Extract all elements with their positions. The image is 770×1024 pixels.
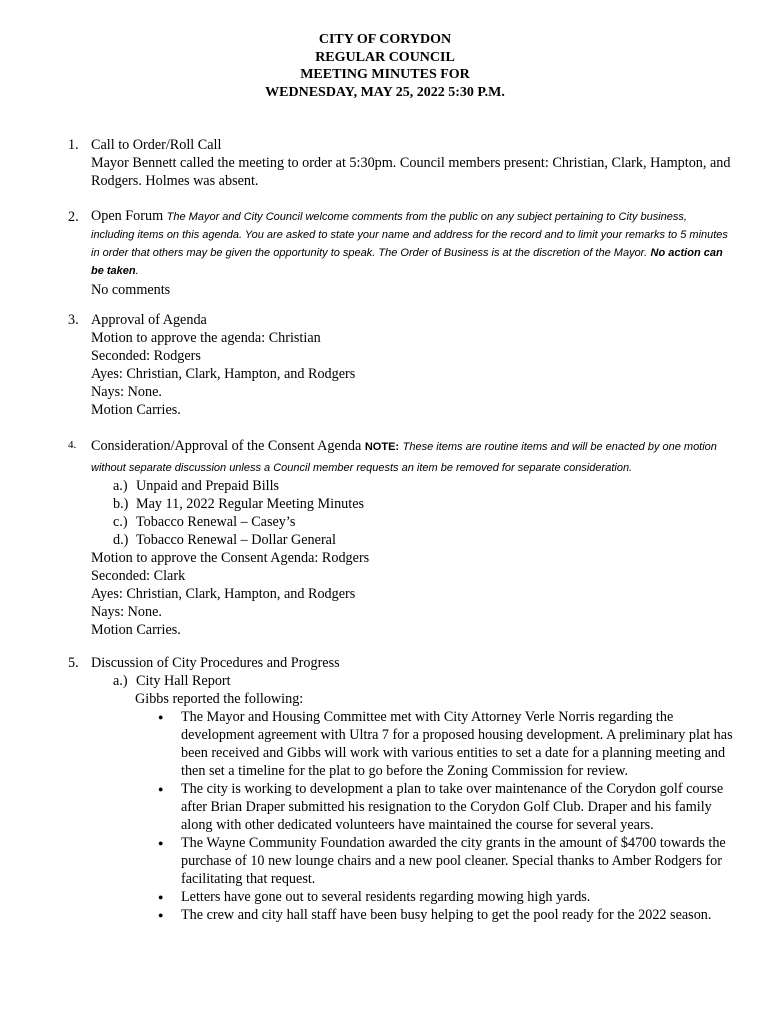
open-forum-note-end: .	[135, 265, 139, 277]
header-council: REGULAR COUNCIL	[315, 49, 455, 65]
item-title: Open Forum	[91, 208, 164, 224]
item-title: Approval of Agenda	[91, 312, 207, 328]
bullet-icon: ●	[158, 910, 164, 920]
nays-line: Nays: None.	[91, 384, 162, 400]
report-bullet-list	[158, 708, 733, 924]
list-item: c.) Tobacco Renewal – Casey’s	[113, 514, 296, 530]
header-date: WEDNESDAY, MAY 25, 2022 5:30 P.M.	[265, 84, 505, 100]
item-number: 1.	[68, 137, 79, 153]
list-item: ● The crew and city hall staff have been busy helping to get the pool ready for the 2022 season.	[158, 907, 712, 923]
seconded-line: Seconded: Rodgers	[91, 348, 201, 364]
result-line: Motion Carries.	[91, 622, 181, 638]
consent-agenda-block	[91, 436, 733, 477]
list-item: ● Letters have gone out to several residents regarding mowing high yards.	[158, 889, 591, 905]
open-forum-block	[91, 208, 733, 280]
bullet-icon: ●	[158, 892, 164, 902]
agenda-item-3	[68, 311, 733, 419]
agenda-item-5	[68, 654, 733, 924]
item-body: No comments	[91, 282, 171, 298]
result-line: Motion Carries.	[91, 402, 181, 418]
item-title: Call to Order/Roll Call	[91, 137, 222, 153]
list-item: b.) May 11, 2022 Regular Meeting Minutes	[113, 496, 365, 512]
ayes-line: Ayes: Christian, Clark, Hampton, and Rodgers	[91, 586, 356, 602]
bullet-icon: ●	[158, 784, 164, 794]
item-number: 2.	[68, 209, 79, 225]
item-number: 3.	[68, 312, 79, 328]
list-item: ● The Wayne Community Foundation awarded the city grants in the amount of $4700 towards the purchase of 10 new lounge chairs and a new pool cleaner. Special thanks to Amber Rodgers for facilitating that request.	[158, 835, 726, 887]
list-item: a.) Unpaid and Prepaid Bills	[113, 478, 280, 494]
ayes-line: Ayes: Christian, Clark, Hampton, and Rodgers	[91, 366, 356, 382]
motion-line: Motion to approve the agenda: Christian	[91, 330, 321, 346]
item-number: 4.	[68, 439, 77, 451]
agenda-item-1	[68, 136, 733, 190]
item-number: 5.	[68, 655, 79, 671]
open-forum-note-bold: No action can be taken	[91, 247, 723, 277]
city-hall-report-heading: a.) City Hall Report	[113, 673, 231, 689]
agenda-item-4	[68, 436, 733, 639]
bullet-icon: ●	[158, 712, 164, 722]
consent-note: These items are routine items and will be enacted by one motion without separate discussion unless a Council member requests an item be removed for separate consideration.	[91, 441, 717, 474]
open-forum-note: The Mayor and City Council welcome comments from the public on any subject pertaining to City business, including items on this agenda. You are asked to state your name and address for the record and to limit your remarks to 5 minutes in order that others may be given the opportunity to speak. The Order of Business is at the discretion of the Mayor.	[91, 211, 728, 259]
seconded-line: Seconded: Clark	[91, 568, 186, 584]
motion-line: Motion to approve the Consent Agenda: Rodgers	[91, 550, 370, 566]
nays-line: Nays: None.	[91, 604, 162, 620]
bullet-icon: ●	[158, 838, 164, 848]
list-item: ● The Mayor and Housing Committee met with City Attorney Verle Norris regarding the development agreement with Ultra 7 for a proposed housing development. A preliminary plat has been received and Gibbs will work with various entities to set a date for a planning meeting and then set a timeline for the plat to go before the Zoning Commission for review.	[158, 709, 733, 779]
header-minutes: MEETING MINUTES FOR	[300, 67, 470, 82]
agenda-item-2	[68, 208, 733, 299]
list-item: d.) Tobacco Renewal – Dollar General	[113, 532, 336, 548]
item-title: Discussion of City Procedures and Progress	[91, 655, 340, 671]
list-item: ● The city is working to development a plan to take over maintenance of the Corydon golf course after Brian Draper submitted his resignation to the Corydon Golf Club. Draper and his family along with other dedicated volunteers have maintained the course for several years.	[158, 781, 724, 833]
document-header	[0, 31, 770, 101]
report-intro: Gibbs reported the following:	[135, 691, 304, 707]
note-label: NOTE:	[364, 441, 400, 453]
item-title: Consideration/Approval of the Consent Agenda	[91, 438, 362, 454]
item-body: Mayor Bennett called the meeting to order at 5:30pm. Council members present: Christian, Clark, Hampton, and Rodgers. Holmes was absent.	[91, 155, 731, 189]
header-city: CITY OF CORYDON	[318, 32, 452, 47]
